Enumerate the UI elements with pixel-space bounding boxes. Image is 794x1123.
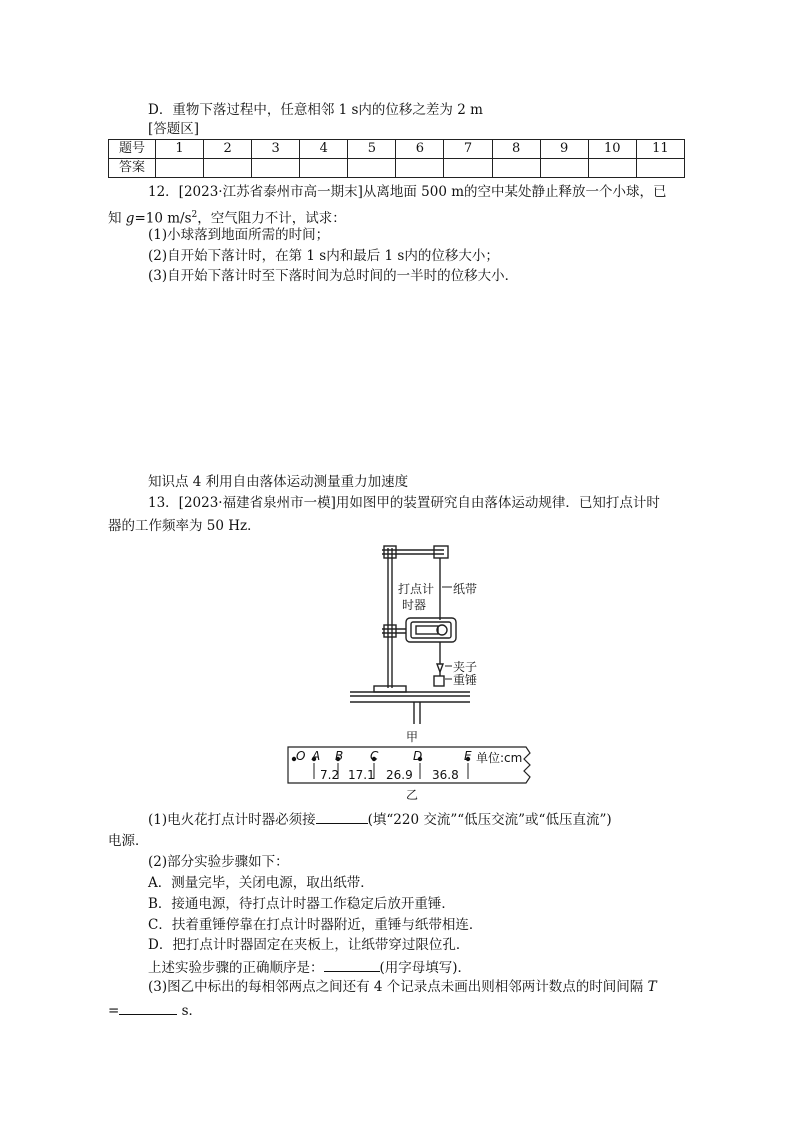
q13-part3-text: (3)图乙中标出的每相邻两点之间还有 4 个记录点未画出则相邻两计数点的时间间隔 (148, 979, 648, 995)
answer-blank[interactable] (119, 1000, 177, 1015)
question-number-cell: 7 (444, 140, 492, 159)
order-text: 上述实验步骤的正确顺序是： (148, 960, 324, 976)
tape-point-label: A (312, 749, 321, 763)
tape-segment-label: 17.1 (348, 768, 375, 782)
q12-superscript: 2 (191, 210, 198, 220)
section-heading: 知识点 4 利用自由落体运动测量重力加速度 (148, 474, 409, 490)
q13-part1 (148, 809, 612, 829)
question-number-cell: 5 (348, 140, 396, 159)
step-order-question (148, 957, 471, 977)
q13-stem-line1: 13．[2023·福建省泉州市一模]用如图甲的装置研究自由落体运动规律．已知打点计时 (148, 495, 660, 511)
q13-part2: (2)部分实验步骤如下： (148, 854, 289, 870)
q12-part1: (1)小球落到地面所需的时间； (148, 227, 330, 243)
question-number-cell: 2 (204, 140, 252, 159)
apparatus-figure (330, 540, 490, 740)
tape-segment-label: 26.9 (386, 768, 413, 782)
tape-segment-label: 36.8 (432, 768, 459, 782)
tape-point-label: C (370, 749, 379, 763)
question-number-cell: 10 (588, 140, 636, 159)
answer-cell[interactable] (204, 159, 252, 178)
answer-table (108, 139, 685, 178)
tape-segment-label: 7.2 (320, 768, 340, 782)
answer-cell[interactable] (636, 159, 684, 178)
q12-text: =10 m/s (134, 210, 192, 227)
step-a: A．测量完毕，关闭电源，取出纸带． (148, 875, 374, 891)
q13-part3 (148, 978, 657, 996)
answer-blank[interactable] (324, 957, 380, 972)
tape-point-label: D (413, 749, 423, 763)
q12-part3: (3)自开始下落计时至下落时间为总时间的一半时的位移大小． (148, 268, 519, 284)
step-d: D．把打点计时器固定在夹板上，让纸带穿过限位孔． (148, 937, 470, 953)
q13-part1-text: (1)电火花打点计时器必须接 (148, 812, 316, 828)
answer-table-answer-row (109, 159, 685, 178)
question-number-cell: 4 (300, 140, 348, 159)
answer-cell[interactable] (396, 159, 444, 178)
answer-cell[interactable] (540, 159, 588, 178)
step-c: C．扶着重锤停靠在打点计时器附近，重锤与纸带相连． (148, 917, 483, 933)
q12-text: ，空气阻力不计，试求： (197, 210, 346, 227)
answer-table-header-row (109, 140, 685, 159)
figure-caption-jia: 甲 (406, 730, 419, 744)
label-clip: 夹子 (453, 660, 478, 674)
answer-area-title: [答题区] (148, 121, 200, 137)
label-timer-2: 时器 (402, 598, 427, 612)
q13-part1-cont: 电源． (108, 833, 149, 849)
step-b: B．接通电源，待打点计时器工作稳定后放开重锤． (148, 896, 455, 912)
answer-table-row-label: 答案 (109, 159, 156, 178)
q12-text: 知 (108, 210, 126, 227)
q12-part2: (2)自开始下落计时，在第 1 s内和最后 1 s内的位移大小； (148, 248, 499, 264)
answer-cell[interactable] (588, 159, 636, 178)
question-number-cell: 1 (156, 140, 204, 159)
q12-stem-line2 (108, 206, 346, 228)
answer-cell[interactable] (444, 159, 492, 178)
question-number-cell: 3 (252, 140, 300, 159)
answer-cell[interactable] (156, 159, 204, 178)
label-paper-tape: 纸带 (453, 582, 478, 596)
label-weight: 重锤 (453, 673, 478, 687)
q13-part1-text: (填“220 交流”“低压交流”或“低压直流”) (367, 812, 612, 828)
q13-part3-text: s． (177, 1003, 203, 1019)
question-number-cell: 8 (492, 140, 540, 159)
answer-cell[interactable] (492, 159, 540, 178)
tape-unit-label: 单位:cm (476, 751, 523, 765)
tape-point-label: O (296, 749, 306, 763)
answer-cell[interactable] (348, 159, 396, 178)
question-number-cell: 9 (540, 140, 588, 159)
q13-part3-text: = (108, 1003, 120, 1019)
q12-stem-line1: 12．[2023·江苏省泰州市高一期末]从离地面 500 m的空中某处静止释放一个小球，已 (148, 184, 667, 200)
q13-part3-cont (108, 1000, 202, 1020)
tape-point-label: E (464, 749, 472, 763)
question-number-cell: 6 (396, 140, 444, 159)
tape-point-label: B (335, 749, 344, 763)
answer-blank[interactable] (316, 809, 368, 824)
option-d: D．重物下落过程中，任意相邻 1 s内的位移之差为 2 m (148, 102, 483, 118)
order-text: (用字母填写)． (379, 960, 472, 976)
answer-cell[interactable] (252, 159, 300, 178)
q13-stem-line2: 器的工作频率为 50 Hz． (108, 518, 261, 534)
label-timer-1: 打点计 (398, 582, 435, 596)
question-number-cell: 11 (636, 140, 684, 159)
answer-table-row-label: 题号 (109, 140, 156, 159)
answer-cell[interactable] (300, 159, 348, 178)
q12-g-symbol: g (125, 210, 135, 227)
q13-T-symbol: T (647, 979, 657, 995)
figure-caption-yi: 乙 (406, 788, 419, 802)
